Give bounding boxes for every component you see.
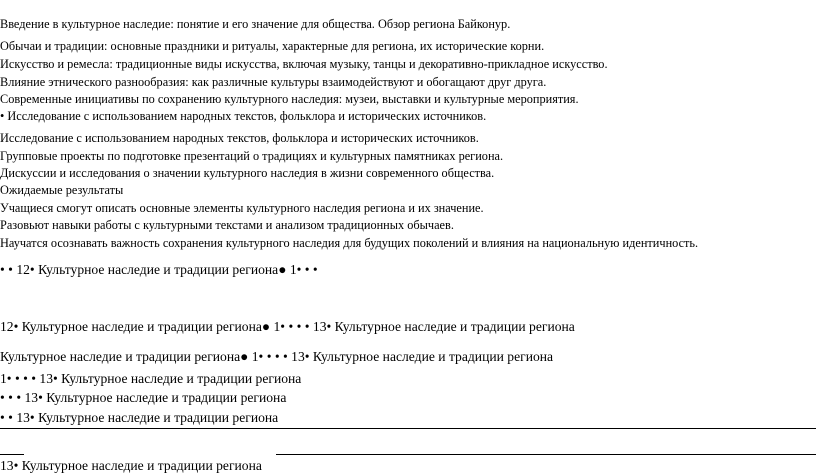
footer-line: 12• Культурное наследие и традиции региона● 1• • • • 13• Культурное наследие и традиции региона — [0, 319, 575, 334]
text-line: Исследование с использованием народных текстов, фольклора и исторических источников. — [0, 131, 479, 145]
footer-line: 1• • • • 13• Культурное наследие и традиции региона — [0, 371, 302, 386]
text-line: Дискуссии и исследования о значении культурного наследия в жизни современного общества. — [0, 166, 495, 180]
horizontal-rule — [276, 454, 816, 455]
footer-line: • • 13• Культурное наследие и традиции региона — [0, 410, 279, 425]
footer-line: Культурное наследие и традиции региона● 1• • • • 13• Культурное наследие и традиции региона — [0, 349, 554, 364]
text-line: • Исследование с использованием народных текстов, фольклора и исторических источников. — [0, 109, 487, 123]
text-line: Разовьют навыки работы с культурными текстами и анализом традиционных обычаев. — [0, 218, 454, 232]
text-line: Современные инициативы по сохранению культурного наследия: музеи, выставки и культурные мероприятия. — [0, 92, 579, 106]
text-line: Групповые проекты по подготовке презентаций о традициях и культурных памятниках региона. — [0, 149, 504, 163]
text-line: Искусство и ремесла: традиционные виды искусства, включая музыку, танцы и декоративно-прикладное искусство. — [0, 57, 608, 71]
text-line: Учащиеся смогут описать основные элементы культурного наследия региона и их значение. — [0, 201, 484, 215]
text-line: Обычаи и традиции: основные праздники и ритуалы, характерные для региона, их исторические корни. — [0, 39, 545, 53]
horizontal-rule — [0, 428, 816, 429]
footer-line: 13• Культурное наследие и традиции региона — [0, 458, 262, 473]
footer-line: • • • 13• Культурное наследие и традиции региона — [0, 390, 287, 405]
text-line: Научатся осознавать важность сохранения культурного наследия для будущих поколений и влияния на национальную идентичность. — [0, 236, 699, 250]
footer-line: • • 12• Культурное наследие и традиции региона● 1• • • — [0, 262, 318, 277]
text-line: Введение в культурное наследие: понятие и его значение для общества. Обзор региона Байконур. — [0, 17, 511, 31]
text-line: Влияние этнического разнообразия: как различные культуры взаимодействуют и обогащают друг друга. — [0, 75, 547, 89]
horizontal-rule — [0, 454, 24, 455]
text-line: Ожидаемые результаты — [0, 183, 124, 197]
